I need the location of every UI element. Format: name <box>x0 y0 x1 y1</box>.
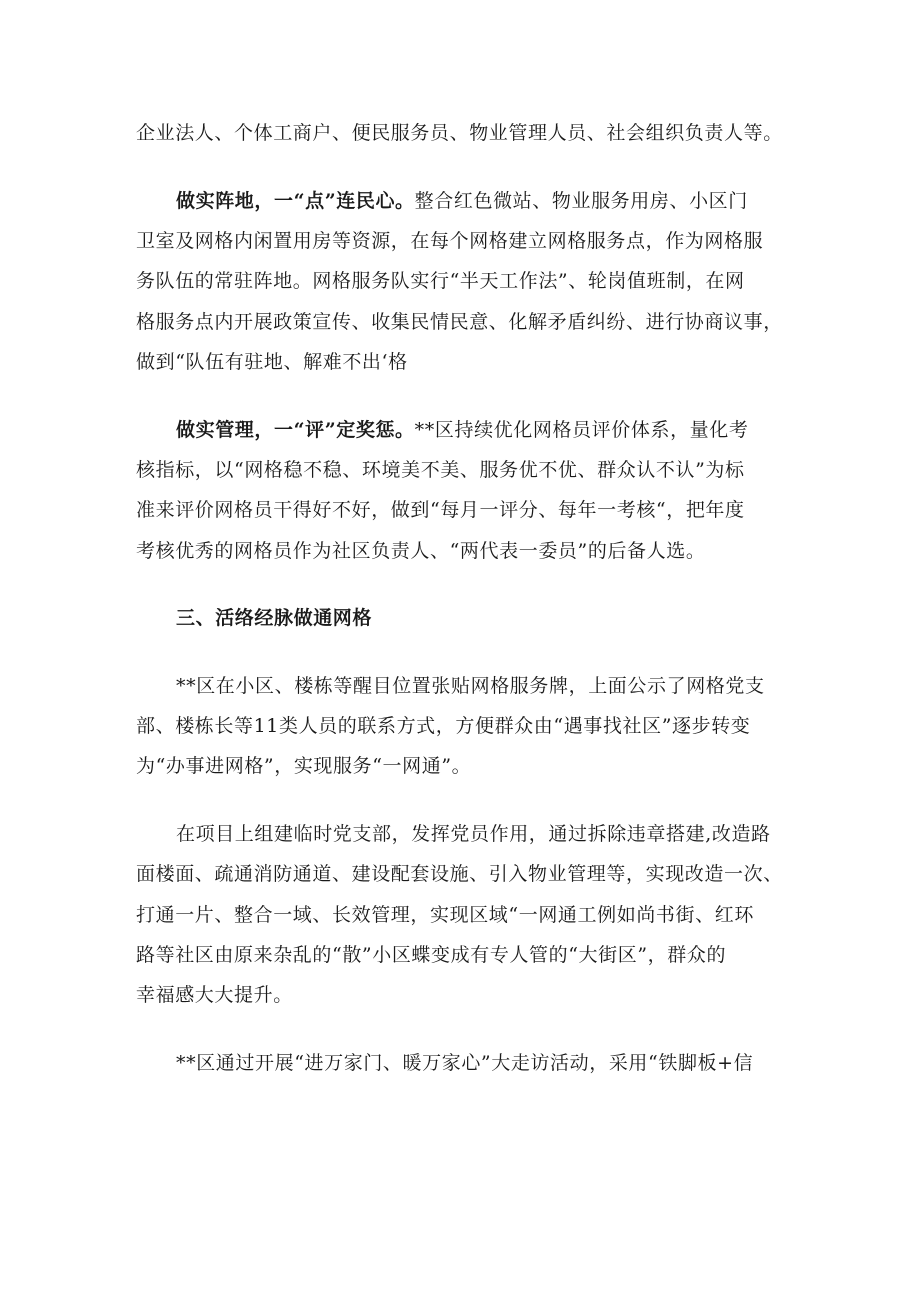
paragraph-line: 准来评价网格员干得好不好，做到“每月一评分、每年一考核“，把年度 <box>136 499 745 521</box>
paragraph-line: 路等社区由原来杂乱的“散”小区蝶变成有专人管的“大街区”，群众的 <box>136 944 727 966</box>
paragraph-line: 核指标，以“网格稳不稳、环境美不美、服务优不优、群众认不认”为标 <box>136 459 745 481</box>
paragraph-line: 打通一片、整合一域、长效管理，实现区域“一网通工例如尚书街、红环 <box>136 904 754 926</box>
paragraph-lead: 做实阵地，一“点”连民心。 <box>176 190 415 212</box>
paragraph-line: 企业法人、个体工商户、便民服务员、物业管理人员、社会组织负责人等。 <box>136 122 783 144</box>
paragraph-line: 为“办事进网格”，实现服务“一网通”。 <box>136 755 472 777</box>
paragraph-line: 面楼面、疏通消防通道、建设配套设施、引入物业管理等，实现改造一次、 <box>136 863 783 885</box>
paragraph-line: **区在小区、楼栋等醒目位置张贴网格服务牌，上面公示了网格党支 <box>176 675 765 697</box>
paragraph-line: 幸福感大大提升。 <box>136 984 293 1006</box>
paragraph-line: 务队伍的常驻阵地。网格服务队实行“半天工作法”、轮岗值班制，在网 <box>136 270 745 292</box>
paragraph-line: 格服务点内开展政策宣传、收集民情民意、化解矛盾纠纷、进行协商议事， <box>136 311 783 333</box>
paragraph-lead: 做实管理，一“评”定奖惩。 <box>176 419 415 441</box>
paragraph-text: **区持续优化网格员评价体系，量化考 <box>414 419 749 441</box>
paragraph-text: 整合红色微站、物业服务用房、小区门 <box>414 190 748 212</box>
paragraph-line: 卫室及网格内闲置用房等资源，在每个网格建立网格服务点，作为网格服 <box>136 230 764 252</box>
paragraph-line: 在项目上组建临时党支部，发挥党员作用，通过拆除违章搭建,改造路 <box>176 823 771 845</box>
paragraph-line: **区通过开展“进万家门、暖万家心”大走访活动，采用“铁脚板+信 <box>176 1052 754 1074</box>
paragraph-line <box>176 189 748 213</box>
paragraph-line: 做到“队伍有驻地、解难不出‘格 <box>136 351 408 373</box>
paragraph-line: 考核优秀的网格员作为社区负责人、“两代表一委员”的后备人选。 <box>136 540 706 562</box>
section-heading: 三、活络经脉做通网格 <box>176 607 373 629</box>
paragraph-line <box>176 418 748 442</box>
paragraph-line: 部、楼栋长等11类人员的联系方式，方便群众由“遇事找社区”逐步转变 <box>136 715 751 737</box>
